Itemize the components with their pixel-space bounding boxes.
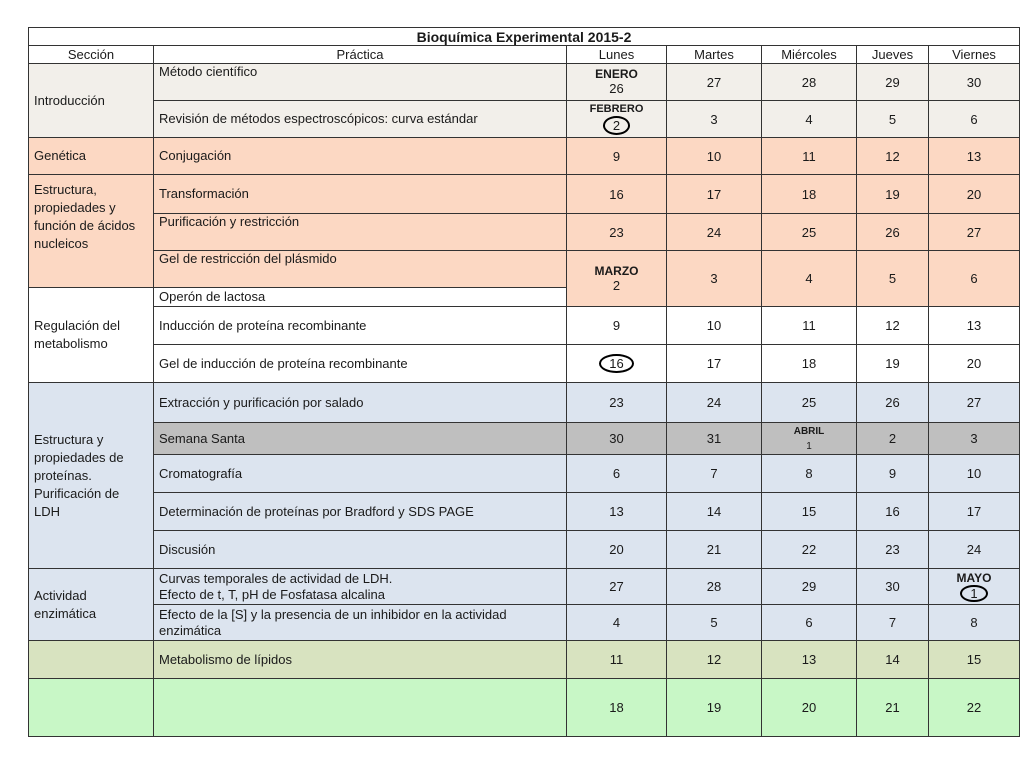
table-row [29,64,1020,101]
practica-cell: Semana Santa [154,423,567,455]
viernes-cell: 6 [929,251,1020,307]
lunes-cell: 6 [567,455,667,493]
martes-cell: 24 [667,383,762,423]
circled-date: 16 [599,354,633,373]
lunes-cell: 4 [567,605,667,641]
lunes-cell: 16 [567,175,667,214]
martes-cell: 21 [667,531,762,569]
circled-date: 1 [960,585,987,602]
miercoles-cell: 13 [762,641,857,679]
lunes-cell: 18 [567,679,667,737]
jueves-cell: 16 [857,493,929,531]
miercoles-cell: 18 [762,345,857,383]
table-row [29,383,1020,423]
practica-cell: Extracción y purificación por salado [154,383,567,423]
martes-cell: 12 [667,641,762,679]
lunes-cell: MARZO 2 [567,251,667,307]
header-row [29,46,1020,64]
table-row [29,423,1020,455]
martes-cell: 3 [667,251,762,307]
viernes-cell: 3 [929,423,1020,455]
viernes-cell: 27 [929,214,1020,251]
table-row [29,345,1020,383]
miercoles-cell: 15 [762,493,857,531]
jueves-cell: 5 [857,101,929,138]
jueves-cell: 12 [857,307,929,345]
practica-cell: Gel de restricción del plásmido [154,251,567,288]
practica-cell: Cromatografía [154,455,567,493]
jueves-cell: 12 [857,138,929,175]
miercoles-cell: 28 [762,64,857,101]
miercoles-cell: 25 [762,383,857,423]
header-miercoles: Miércoles [762,46,857,64]
jueves-cell: 9 [857,455,929,493]
martes-cell: 3 [667,101,762,138]
lunes-cell: 27 [567,569,667,605]
section-empty [29,679,154,737]
header-jueves: Jueves [857,46,929,64]
circled-date: 2 [603,116,630,135]
miercoles-cell: 18 [762,175,857,214]
jueves-cell: 26 [857,383,929,423]
lunes-cell: 23 [567,214,667,251]
header-practica: Práctica [154,46,567,64]
jueves-cell: 30 [857,569,929,605]
lunes-cell: 9 [567,307,667,345]
practica-cell: Metabolismo de lípidos [154,641,567,679]
viernes-cell: 22 [929,679,1020,737]
table-row [29,175,1020,214]
table-row [29,493,1020,531]
jueves-cell: 23 [857,531,929,569]
practica-cell: Gel de inducción de proteína recombinante [154,345,567,383]
martes-cell: 31 [667,423,762,455]
miercoles-cell: 8 [762,455,857,493]
practica-cell: Discusión [154,531,567,569]
section-empty [29,641,154,679]
lunes-cell [567,345,667,383]
miercoles-cell: 11 [762,307,857,345]
jueves-cell: 14 [857,641,929,679]
jueves-cell: 21 [857,679,929,737]
practica-cell: Operón de lactosa [154,288,567,307]
martes-cell: 17 [667,345,762,383]
month-label: MARZO [594,263,639,278]
practica-cell: Inducción de proteína recombinante [154,307,567,345]
table-row [29,679,1020,737]
practica-cell: Conjugación [154,138,567,175]
section-proteinas: Estructura y propiedades de proteínas. Purificación de LDH [29,383,154,569]
martes-cell: 5 [667,605,762,641]
jueves-cell: 19 [857,175,929,214]
practica-cell: Transformación [154,175,567,214]
martes-cell: 27 [667,64,762,101]
header-martes: Martes [667,46,762,64]
table-row [29,455,1020,493]
header-seccion: Sección [29,46,154,64]
viernes-cell: 24 [929,531,1020,569]
martes-cell: 19 [667,679,762,737]
viernes-cell: 15 [929,641,1020,679]
table-title: Bioquímica Experimental 2015-2 [29,28,1020,46]
table-row [29,641,1020,679]
viernes-cell: 20 [929,175,1020,214]
practica-cell: Determinación de proteínas por Bradford y SDS PAGE [154,493,567,531]
month-label: ABRIL [793,425,825,437]
viernes-cell: 17 [929,493,1020,531]
section-acidos-nucleicos: Estructura, propiedades y función de ácidos nucleicos [29,175,154,288]
table-row [29,214,1020,251]
month-label: ENERO [595,67,638,81]
miercoles-cell: 6 [762,605,857,641]
viernes-cell: 10 [929,455,1020,493]
martes-cell: 14 [667,493,762,531]
practica-cell: Purificación y restricción [154,214,567,251]
lunes-cell: 30 [567,423,667,455]
viernes-cell: 27 [929,383,1020,423]
month-label: MAYO [956,570,992,585]
lunes-cell: 23 [567,383,667,423]
martes-cell: 28 [667,569,762,605]
martes-cell: 10 [667,307,762,345]
lunes-cell [567,101,667,138]
miercoles-cell: 4 [762,251,857,307]
section-regulacion: Regulación del metabolismo [29,288,154,383]
jueves-cell: 29 [857,64,929,101]
viernes-cell: 13 [929,138,1020,175]
miercoles-cell: 25 [762,214,857,251]
table-row [29,569,1020,605]
table-row [29,101,1020,138]
miercoles-cell: 22 [762,531,857,569]
section-actividad: Actividad enzimática [29,569,154,641]
month-label: FEBRERO [589,103,644,115]
lunes-cell: 9 [567,138,667,175]
table-row [29,531,1020,569]
viernes-cell: 8 [929,605,1020,641]
miercoles-cell: 29 [762,569,857,605]
practica-cell: Método científico [154,64,567,101]
table-row [29,138,1020,175]
martes-cell: 10 [667,138,762,175]
viernes-cell: 13 [929,307,1020,345]
martes-cell: 17 [667,175,762,214]
jueves-cell: 5 [857,251,929,307]
header-lunes: Lunes [567,46,667,64]
table-row [29,307,1020,345]
practica-cell: Efecto de la [S] y la presencia de un inhibidor en la actividad enzimática [154,605,567,641]
section-genetica: Genética [29,138,154,175]
table-row [29,605,1020,641]
viernes-cell: 20 [929,345,1020,383]
practica-cell: Revisión de métodos espectroscópicos: curva estándar [154,101,567,138]
miercoles-cell: 20 [762,679,857,737]
viernes-cell: 30 [929,64,1020,101]
table-row [29,251,1020,288]
miercoles-cell: 11 [762,138,857,175]
lunes-cell: ENERO 26 [567,64,667,101]
practica-cell: Curvas temporales de actividad de LDH. Efecto de t, T, pH de Fosfatasa alcalina [154,569,567,605]
jueves-cell: 2 [857,423,929,455]
martes-cell: 7 [667,455,762,493]
lunes-cell: 20 [567,531,667,569]
jueves-cell: 7 [857,605,929,641]
header-viernes: Viernes [929,46,1020,64]
lunes-cell: 11 [567,641,667,679]
martes-cell: 24 [667,214,762,251]
section-introduccion: Introducción [29,64,154,138]
lunes-cell: 13 [567,493,667,531]
schedule-table [28,27,1020,737]
miercoles-cell: 4 [762,101,857,138]
miercoles-cell: ABRIL 1 [762,423,857,455]
jueves-cell: 19 [857,345,929,383]
viernes-cell [929,569,1020,605]
jueves-cell: 26 [857,214,929,251]
practica-cell [154,679,567,737]
viernes-cell: 6 [929,101,1020,138]
